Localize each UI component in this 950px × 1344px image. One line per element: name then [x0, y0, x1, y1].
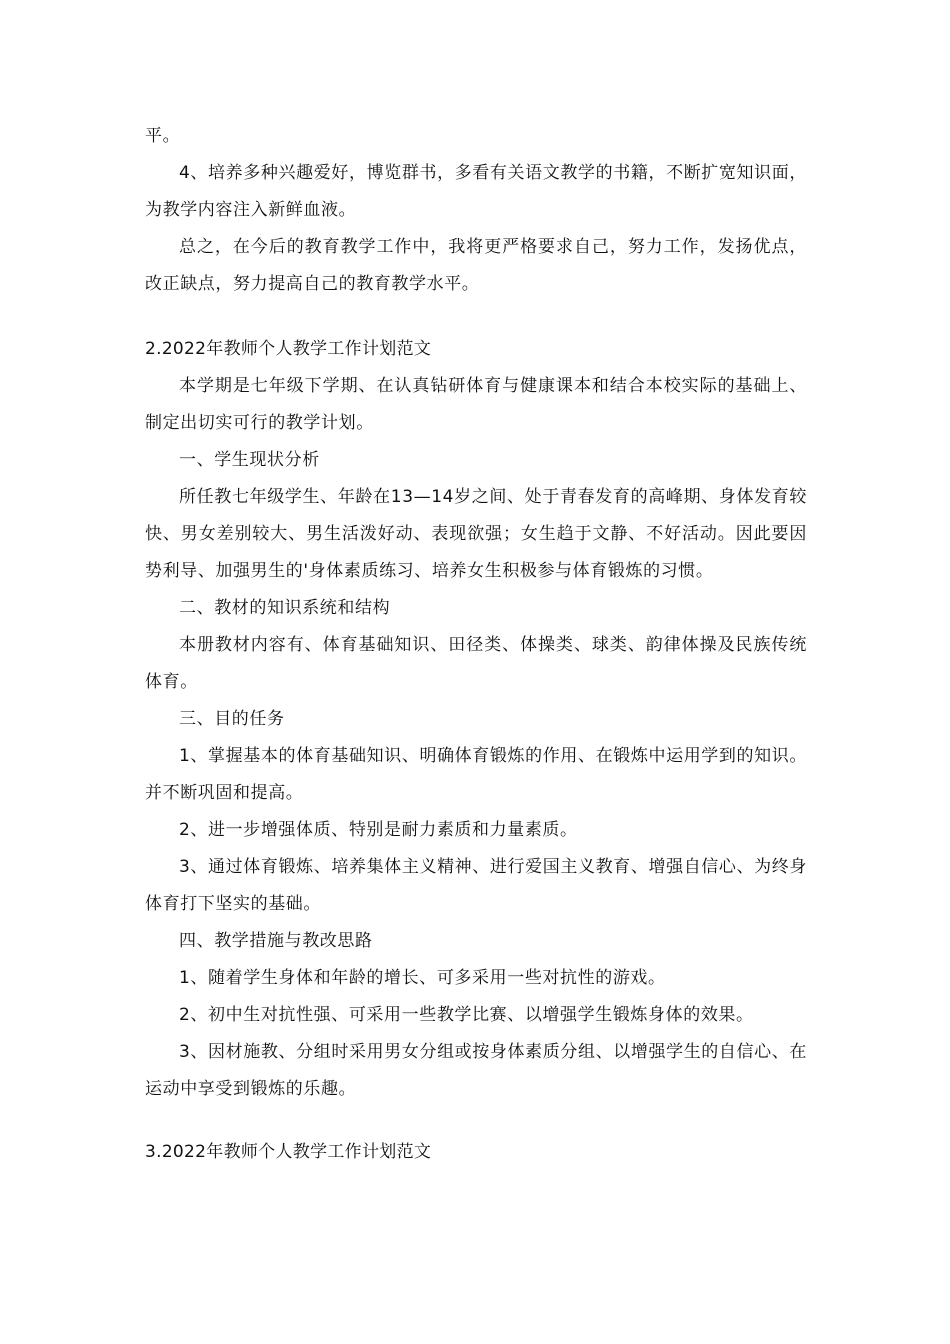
- paragraph: 本学期是七年级下学期、在认真钻研体育与健康课本和结合本校实际的基础上、制定出切实可行的教学计划。: [145, 376, 807, 433]
- section-heading-3: 3.2022年教师个人教学工作计划范文: [145, 1142, 432, 1162]
- paragraph: 4、培养多种兴趣爱好，博览群书，多看有关语文教学的书籍，不断扩宽知识面，为教学内容注入新鲜血液。: [145, 163, 807, 220]
- paragraph: 所任教七年级学生、年龄在13—14岁之间、处于青春发育的高峰期、身体发育较快、男女差别较大、男生活泼好动、表现欲强；女生趋于文静、不好活动。因此要因势利导、加强男生的'身体素质练习、培养女生积极参与体育锻炼的习惯。: [145, 487, 807, 581]
- paragraph: 总之，在今后的教育教学工作中，我将更严格要求自己，努力工作，发扬优点，改正缺点，努力提高自己的教育教学水平。: [145, 237, 807, 294]
- list-item: 3、通过体育锻炼、培养集体主义精神、进行爱国主义教育、增强自信心、为终身体育打下坚实的基础。: [145, 857, 807, 914]
- paragraph-continuation: 平。: [145, 126, 181, 146]
- subheading: 三、目的任务: [179, 709, 285, 729]
- list-item: 1、掌握基本的体育基础知识、明确体育锻炼的作用、在锻炼中运用学到的知识。并不断巩固和提高。: [145, 746, 807, 803]
- paragraph: 本册教材内容有、体育基础知识、田径类、体操类、球类、韵律体操及民族传统体育。: [145, 635, 807, 692]
- subheading: 一、学生现状分析: [179, 450, 320, 470]
- list-item: 1、随着学生身体和年龄的增长、可多采用一些对抗性的游戏。: [179, 968, 666, 988]
- list-item: 2、进一步增强体质、特别是耐力素质和力量素质。: [179, 820, 578, 840]
- subheading: 四、教学措施与教改思路: [179, 931, 373, 951]
- list-item: 2、初中生对抗性强、可采用一些教学比赛、以增强学生锻炼身体的效果。: [179, 1005, 754, 1025]
- section-heading-2: 2.2022年教师个人教学工作计划范文: [145, 339, 432, 359]
- list-item: 3、因材施教、分组时采用男女分组或按身体素质分组、以增强学生的自信心、在运动中享受到锻炼的乐趣。: [145, 1042, 807, 1099]
- subheading: 二、教材的知识系统和结构: [179, 598, 391, 618]
- document-page: [145, 118, 807, 1171]
